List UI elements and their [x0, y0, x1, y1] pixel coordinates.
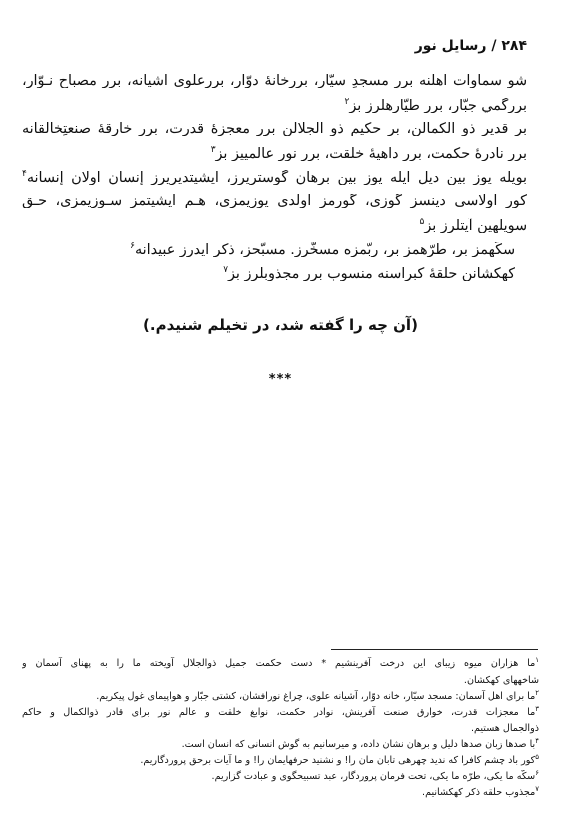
footnote: $^۲$ما برای اهل آسمان: مسجد سيّار، خانه دوّار، آشيانه علوی، چراغ نورافشان، كشتی جبّار و هواپيمای غول پيكريم.	[96, 690, 539, 702]
verse-line: بويله يوز بين ديل ايله يوز بين برهان گوستريرز، ايشيتديريرز إنسان اولان إنسانه$^۴$	[22, 170, 527, 186]
footnote-ref: ۲	[344, 98, 350, 107]
translation-line: (آن چه را گفته شد، در تخيلم شنيدم.)	[143, 316, 418, 334]
verse-line: سويلهين آيتلرز بز$^۵$	[419, 218, 527, 234]
footnote-ref: ۶	[130, 242, 135, 251]
footnote: ذوالجمال هستيم.	[470, 723, 539, 734]
footnote-ref: ۵	[419, 218, 425, 227]
verse-line: بر قديرِ ذو الكمالن، بر حكيمِ ذو الجلالن برر معجزهٔ قدرت، برر خارقهٔ صنعتِخالقانه	[22, 122, 527, 137]
verse-line: سكّهمز بر، طرّهمز بر، ربّمزه مسخّرز. مسبّحز، ذكر ايدرز عبيدانه$^۶$	[130, 242, 515, 258]
section-separator: ***	[268, 372, 293, 387]
verse-line: برر نادرهٔ حكمت، برر داهيهٔ خلقت، برر نور عالمیيز بز$^۳$	[210, 146, 527, 162]
footnote-rule	[331, 649, 538, 650]
footnote-ref: ۴	[22, 170, 27, 179]
footnote: $^۶$سكّه ما يكی، طرّه ما يكی، تحت فرمان پروردگار، عبد تسبيحگوی و عبادت گزاريم.	[211, 770, 539, 782]
footnote-ref: ۳	[210, 146, 216, 155]
footnote: $^۵$كور باد چشم كافرا كه نديد چهرهی تابان مان را! و نشنيد حرفهايمان را! و ما آيات برحق پروردگاريم.	[140, 754, 539, 766]
footnote: شاخههای كهكشان.	[463, 675, 539, 686]
footnote-ref: ۷	[223, 266, 229, 275]
footnote: $^۴$با صدها زبان صدها دليل و برهان نشان داده، و میرسانيم به گوش انسانی كه انسان است.	[181, 738, 539, 750]
footnote: $^۳$ما معجزات قدرت، خوارق صنعت آفرينش، نوادر حكمت، نوابغ خلقت و عالم نور برای قادر ذوالكمال و حاكم	[22, 706, 539, 718]
footnote: $^۱$ما هزاران ميوه زيبای اين درخت آفرينشيم * دست حكمت جميل ذوالجلال آويخته ما را به پهنای آسمان و	[22, 657, 539, 669]
footnote: $^۷$مجذوب حلقه ذكر كهكشانيم.	[422, 786, 539, 798]
verse-line: كور اولاسی دينسز گوزی، گورمز اولدی يوزيمزی، هـم ايشيتمز سـوزيمزی، حـق	[22, 194, 527, 209]
page-header: ۲۸۴ / رسایل نور	[414, 38, 527, 54]
verse-line: بررگميِ جبّار، برر طيّارهلرز بز$^۲$	[344, 98, 527, 114]
verse-line: كهكشانن حلقهٔ كبراسنه منسوب برر مجذوبلرز بز$^۷$	[223, 266, 515, 282]
verse-line: شو سماوات أهلنه برر مسجدِ سيّار، بررخانهٔ دوّار، بررعلوی آشيانه، برر مصباحِ نـوّار،	[22, 74, 527, 89]
